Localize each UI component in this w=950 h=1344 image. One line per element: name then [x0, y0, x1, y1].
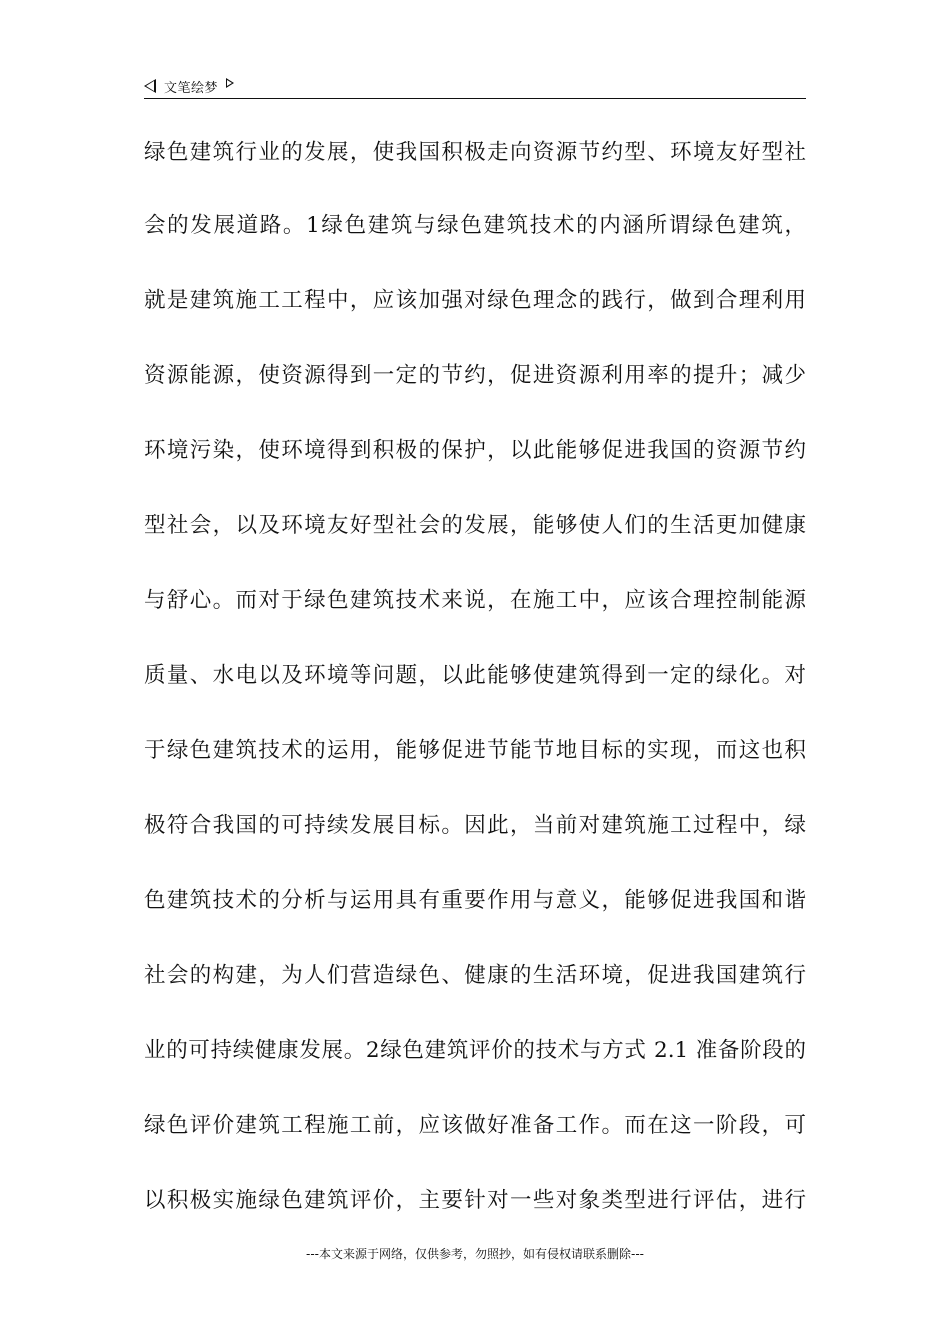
body-line: 型社会，以及环境友好型社会的发展，能够使人们的生活更加健康: [144, 513, 806, 538]
body-line: 环境污染，使环境得到积极的保护，以此能够促进我国的资源节约: [144, 438, 806, 463]
body-line: 绿色建筑行业的发展，使我国积极走向资源节约型、环境友好型社: [144, 140, 806, 165]
body-line: 资源能源，使资源得到一定的节约，促进资源利用率的提升；减少: [144, 363, 806, 388]
footer-notice: ---本文来源于网络，仅供参考，勿照抄，如有侵权请联系删除---: [306, 1247, 644, 1261]
page-header: [144, 74, 806, 99]
body-line: 业的可持续健康发展。2绿色建筑评价的技术与方式 2.1 准备阶段的: [144, 1038, 806, 1063]
right-triangle-icon: [226, 78, 234, 88]
body-line: 质量、水电以及环境等问题，以此能够使建筑得到一定的绿化。对: [144, 663, 806, 688]
document-body: [144, 118, 806, 1238]
body-line: 与舒心。而对于绿色建筑技术来说，在施工中，应该合理控制能源: [144, 588, 806, 613]
body-line: 色建筑技术的分析与运用具有重要作用与意义，能够促进我国和谐: [144, 888, 806, 913]
left-triangle-icon: [144, 79, 156, 93]
body-line: 绿色评价建筑工程施工前，应该做好准备工作。而在这一阶段，可: [144, 1113, 806, 1138]
body-line: 会的发展道路。1绿色建筑与绿色建筑技术的内涵所谓绿色建筑，: [144, 213, 806, 238]
header-title: 文笔绘梦: [164, 80, 219, 96]
body-line: 极符合我国的可持续发展目标。因此，当前对建筑施工过程中，绿: [144, 813, 806, 838]
body-line: 于绿色建筑技术的运用，能够促进节能节地目标的实现，而这也积: [144, 738, 806, 763]
body-line: 就是建筑施工工程中，应该加强对绿色理念的践行，做到合理利用: [144, 288, 806, 313]
body-line: 以积极实施绿色建筑评价，主要针对一些对象类型进行评估，进行: [144, 1188, 806, 1213]
body-line: 社会的构建，为人们营造绿色、健康的生活环境，促进我国建筑行: [144, 963, 806, 988]
